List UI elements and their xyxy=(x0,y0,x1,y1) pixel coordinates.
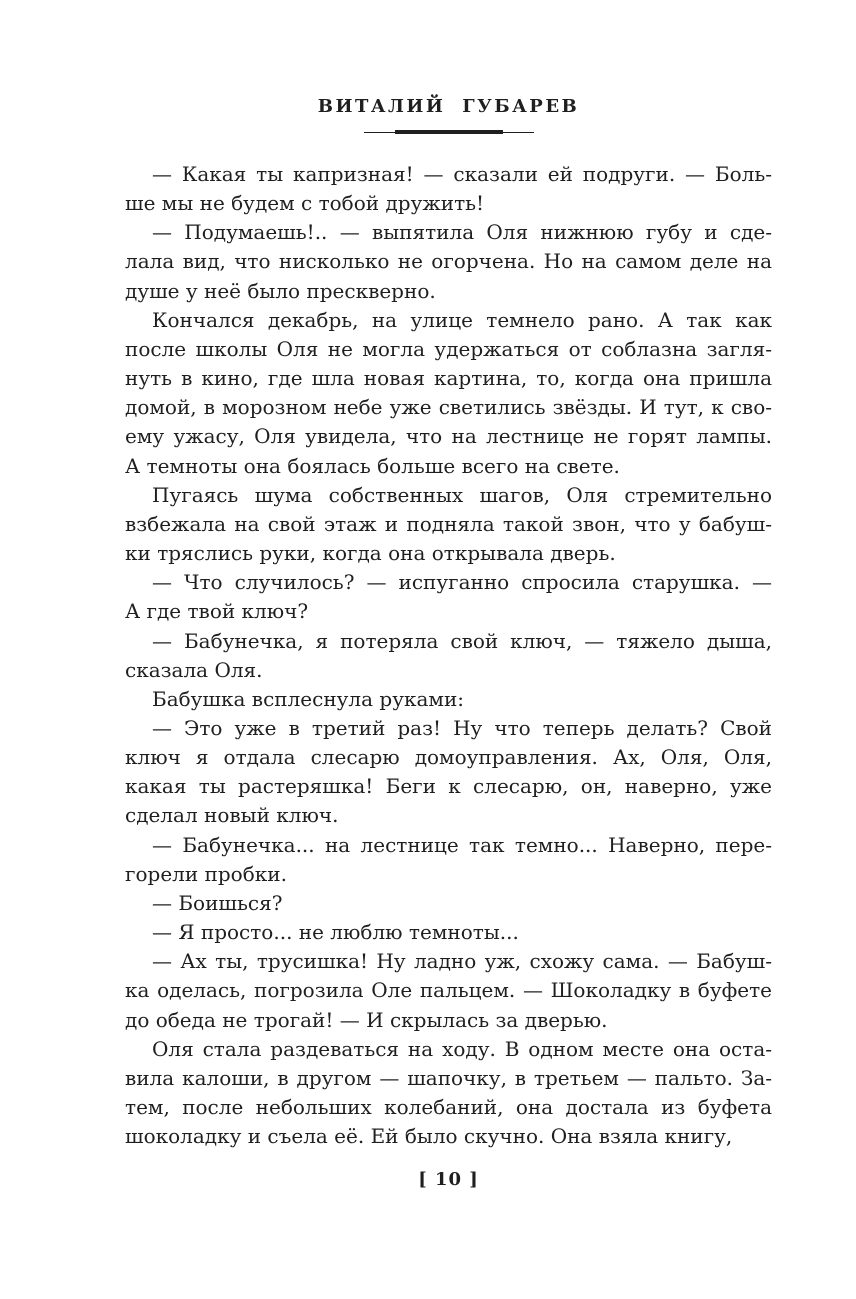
paragraph xyxy=(125,889,772,918)
text-line: — Бабунечка, я потеряла свой ключ, — тяжело дыша, xyxy=(152,628,772,653)
running-header-author: ВИТАЛИЙ ГУБАРЕВ xyxy=(317,96,580,117)
text-line: Оля стала раздеваться на ходу. В одном месте она оста- xyxy=(152,1036,772,1061)
text-line: ки тряслись руки, когда она открывала дверь. xyxy=(125,541,616,566)
text-line: сделал новый ключ. xyxy=(125,803,339,828)
text-line: после школы Оля не могла удержаться от соблазна загля- xyxy=(125,336,772,361)
paragraph xyxy=(125,568,772,626)
text-line: — Какая ты капризная! — сказали ей подруги. — Боль- xyxy=(152,162,772,186)
text-line: — Я просто... не люблю темноты... xyxy=(152,920,519,945)
text-line: — Бабунечка... на лестнице так темно... Наверно, пере- xyxy=(152,832,772,857)
header-ornament-rule xyxy=(364,129,534,136)
text-line: — Ах ты, трусишка! Ну ладно уж, схожу сама. — Бабуш- xyxy=(152,949,772,974)
text-line: А темноты она боялась больше всего на свете. xyxy=(125,453,620,478)
paragraph xyxy=(125,218,772,305)
paragraph xyxy=(125,306,772,481)
text-line: ему ужасу, Оля увидела, что на лестнице не горят лампы. xyxy=(125,424,772,449)
paragraph xyxy=(125,627,772,685)
text-line: — Боишься? xyxy=(152,890,283,915)
text-line: А где твой ключ? xyxy=(125,599,309,624)
text-line: ше мы не будем с тобой дружить! xyxy=(125,191,485,216)
paragraph xyxy=(125,947,772,1034)
text-line: ключ я отдала слесарю домоуправления. Ах, Оля, Оля, xyxy=(125,745,772,770)
text-line: — Подумаешь!.. — выпятила Оля нижнюю губу и сде- xyxy=(152,220,772,245)
text-line: горели пробки. xyxy=(125,861,287,886)
text-line: лала вид, что нисколько не огорчена. Но на самом деле на xyxy=(125,249,772,274)
body-text xyxy=(125,160,772,1151)
text-line: тем, после небольших колебаний, она достала из буфета xyxy=(125,1095,772,1119)
text-line: какая ты растеряшка! Беги к слесарю, он, наверно, уже xyxy=(125,774,772,799)
text-line: ка оделась, погрозила Оле пальцем. — Шоколадку в буфете xyxy=(125,978,772,1003)
paragraph xyxy=(125,831,772,889)
paragraph xyxy=(125,1035,772,1152)
paragraph xyxy=(125,481,772,568)
text-line: домой, в морозном небе уже светились звёзды. И тут, к сво- xyxy=(125,395,772,420)
text-line: взбежала на свой этаж и подняла такой звон, что у бабуш- xyxy=(125,511,772,536)
text-line: вила калоши, в другом — шапочку, в третьем — пальто. За- xyxy=(125,1065,772,1090)
text-line: шоколадку и съела её. Ей было скучно. Она взяла книгу, xyxy=(125,1124,733,1149)
text-line: до обеда не трогай! — И скрылась за дверью. xyxy=(125,1007,608,1032)
paragraph xyxy=(125,160,772,218)
paragraph xyxy=(125,918,772,947)
text-line: сказала Оля. xyxy=(125,657,263,682)
page-number: [ 10 ] xyxy=(418,1169,479,1190)
header-ornament xyxy=(125,129,772,136)
text-line: Пугаясь шума собственных шагов, Оля стремительно xyxy=(152,482,772,507)
text-line: Бабушка всплеснула руками: xyxy=(152,686,465,711)
text-line: Кончался декабрь, на улице темнело рано. А так как xyxy=(152,307,772,332)
paragraph xyxy=(125,685,772,714)
text-line: нуть в кино, где шла новая картина, то, когда она пришла xyxy=(125,366,772,391)
text-line: душе у неё было прескверно. xyxy=(125,278,436,303)
text-line: — Это уже в третий раз! Ну что теперь делать? Свой xyxy=(152,715,772,740)
paragraph xyxy=(125,714,772,831)
text-line: — Что случилось? — испуганно спросила старушка. — xyxy=(152,570,772,595)
ornament-thick-bar xyxy=(395,130,503,134)
